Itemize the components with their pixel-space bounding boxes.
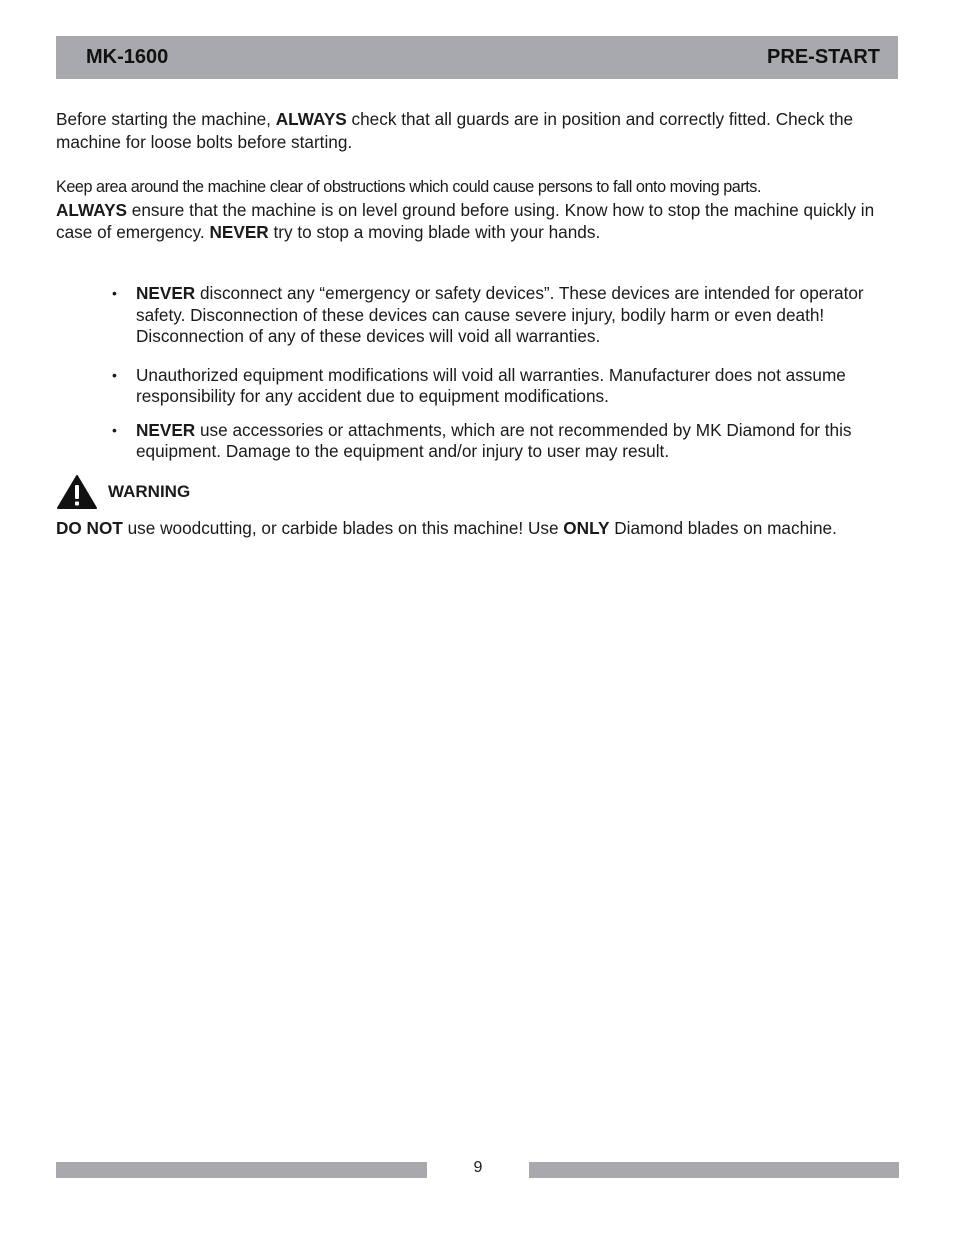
bullet-text: Unauthorized equipment modifications will void all warranties. Manufacturer does not assume responsibility for any accident due to equipment modifications. — [136, 364, 846, 406]
list-item — [56, 365, 876, 408]
bullet-dot: • — [112, 421, 117, 438]
footer-bar-left — [56, 1162, 427, 1178]
warning-bold-do-not: DO NOT — [56, 518, 123, 538]
bullet-dot: • — [112, 285, 117, 301]
paragraph-area — [56, 176, 906, 244]
p2-bold-never: NEVER — [209, 222, 269, 242]
section-title: PRE-START — [767, 46, 880, 68]
bullet-text: disconnect any “emergency or safety devices”. These devices are intended for operator safety. Disconnection of these devices can cause severe injury, bodily harm or even death! Disconnection of any of these devices will void all warranties. — [136, 283, 864, 346]
p2-text-1: ensure that the machine is on level ground before using. Know how to stop the machine quickly in case of emergency. — [56, 199, 875, 242]
warning-bold-only: ONLY — [563, 518, 610, 538]
safety-bullet-list — [56, 283, 876, 463]
bullet-dot: • — [112, 366, 117, 383]
header-bar — [56, 36, 898, 79]
footer-bar-right — [529, 1162, 899, 1178]
p1-text-a: Before starting the machine, — [56, 109, 276, 129]
p2-body — [56, 199, 906, 244]
warning-text-1: use woodcutting, or carbide blades on this machine! Use — [122, 518, 564, 538]
page-number: 9 — [473, 1159, 483, 1176]
model-title: MK-1600 — [86, 46, 169, 68]
warning-label: WARNING — [108, 482, 191, 501]
bullet-bold: NEVER — [136, 283, 196, 303]
p2-line1: Keep area around the machine clear of obstructions which could cause persons to fall onto moving parts. — [56, 178, 762, 196]
list-item — [56, 283, 876, 348]
bullet-text: use accessories or attachments, which are not recommended by MK Diamond for this equipment. Damage to the equipment and/or injury to user may result. — [136, 419, 852, 461]
warning-text — [56, 517, 906, 540]
paragraph-guards — [56, 108, 906, 153]
bullet-bold: NEVER — [136, 419, 196, 440]
list-item — [56, 420, 876, 463]
p1-bold-always: ALWAYS — [275, 109, 347, 129]
p1-text-c: check that all guards are in position and correctly fitted. Check the machine for loose bolts before starting. — [56, 109, 854, 152]
warning-triangle-icon — [56, 474, 98, 510]
warning-text-2: Diamond blades on machine. — [609, 518, 837, 538]
p2-text-2: try to stop a moving blade with your hands. — [268, 222, 601, 242]
warning-heading — [56, 474, 190, 510]
p2-bold-always: ALWAYS — [56, 199, 127, 220]
